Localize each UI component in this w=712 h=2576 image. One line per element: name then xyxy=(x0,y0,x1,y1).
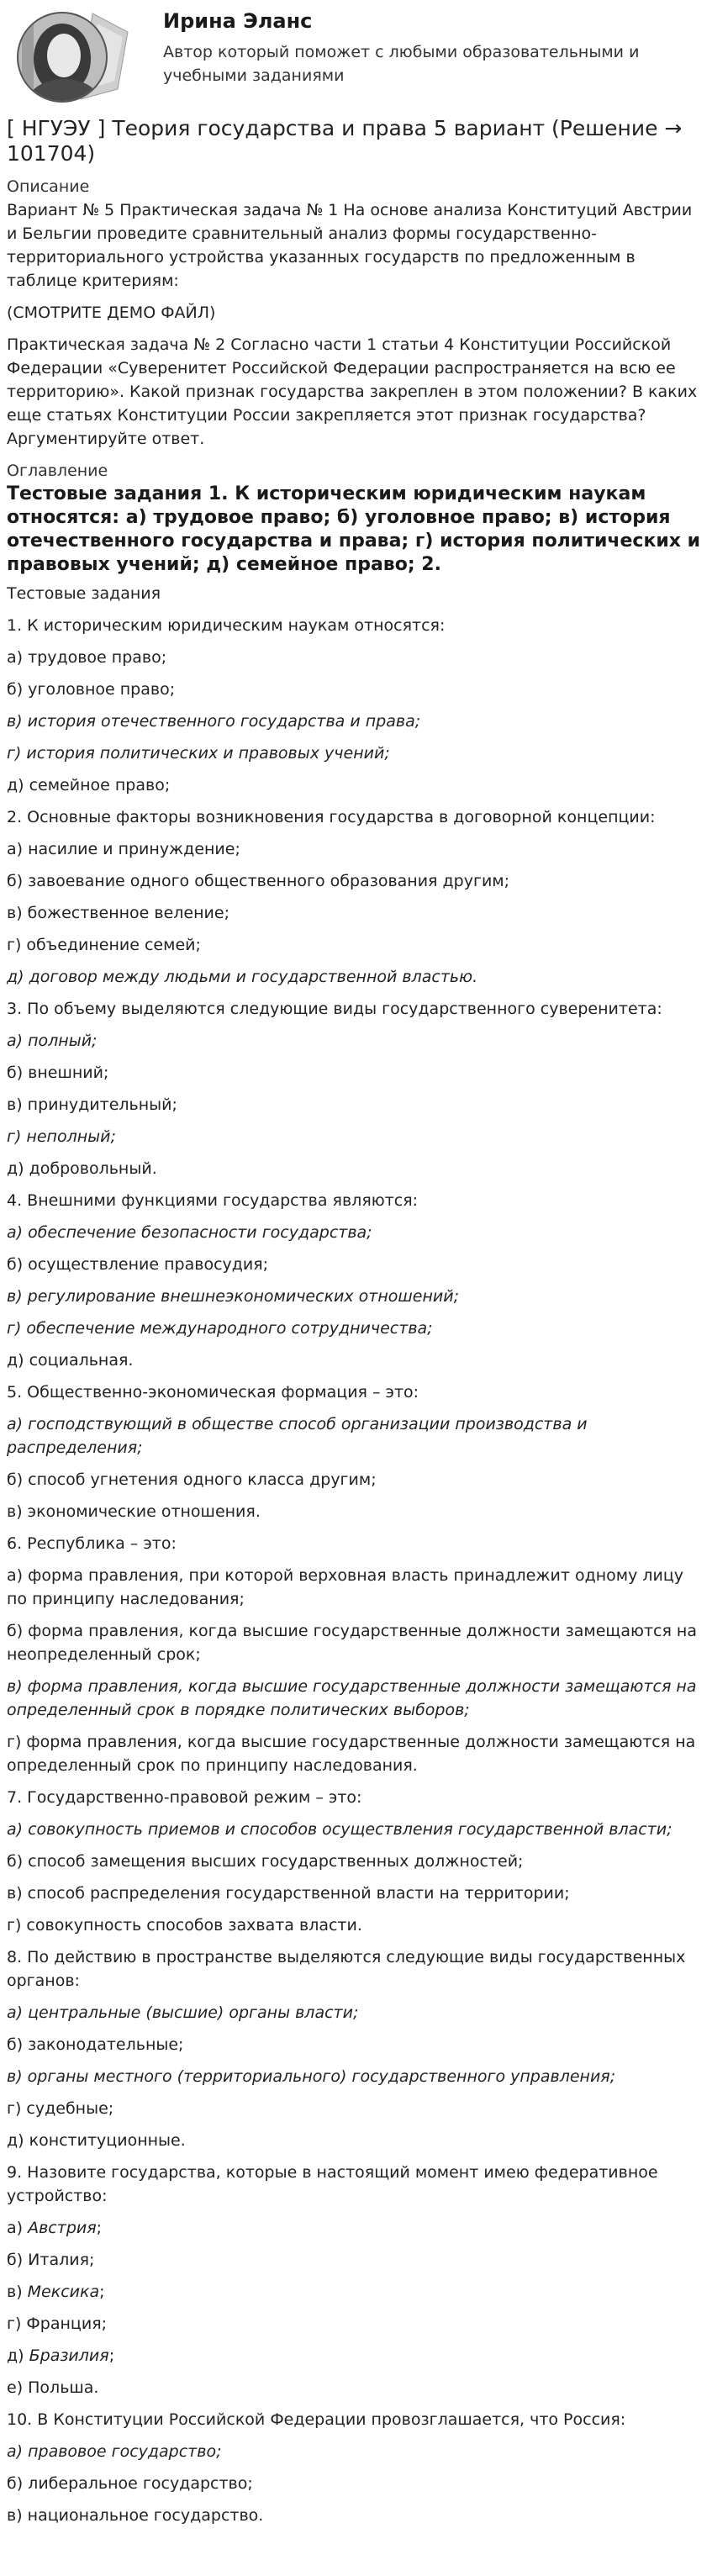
answer-option: б) способ угнетения одного класса другим; xyxy=(7,1470,377,1489)
answer-option: а) центральные (высшие) органы власти; xyxy=(7,2003,359,2022)
answer-option: в) божественное веление; xyxy=(7,904,229,922)
answer-option: б) внешний; xyxy=(7,1064,109,1082)
answer-option: а) трудовое право; xyxy=(7,648,167,667)
answer-option: б) форма правления, когда высшие государственные должности замещаются на неопределенный срок; xyxy=(7,1622,697,1664)
toc-label: Оглавление xyxy=(7,462,108,480)
answer-option: а) полный; xyxy=(7,1032,98,1050)
question: 5. Общественно-экономическая формация – это: xyxy=(7,1383,419,1401)
answer-option: в) форма правления, когда высшие государственные должности замещаются на определенный срок в порядке политических выборов; xyxy=(7,1677,697,1719)
question: 9. Назовите государства, которые в настоящий момент имею федеративное устройство: xyxy=(7,2163,658,2205)
answer-option: б) законодательные; xyxy=(7,2035,184,2054)
answer-option: в) регулирование внешнеэкономических отношений; xyxy=(7,1287,460,1306)
answer-option: б) либеральное государство; xyxy=(7,2474,253,2493)
description-paragraph: Вариант № 5 Практическая задача № 1 На основе анализа Конституций Австрии и Бельгии проведите сравнительный анализ формы государственно-территориального устройства указанных государств по предложенным в таблице критериям: xyxy=(7,201,693,290)
question: 6. Республика – это: xyxy=(7,1534,177,1553)
description xyxy=(7,198,705,451)
answer-option: г) история политических и правовых учений; xyxy=(7,744,390,763)
answer-option: д) конституционные. xyxy=(7,2131,186,2150)
answer-option: б) уголовное право; xyxy=(7,680,176,699)
answer-option: г) объединение семей; xyxy=(7,936,201,954)
answer-option: д) социальная. xyxy=(7,1351,134,1370)
question: 2. Основные факторы возникновения государства в договорной концепции: xyxy=(7,808,656,826)
answer-option: б) осуществление правосудия; xyxy=(7,1255,269,1274)
answer-option: д) семейное право; xyxy=(7,776,171,794)
answer-italic-text: Австрия xyxy=(28,2219,97,2237)
description-paragraph: (СМОТРИТЕ ДЕМО ФАЙЛ) xyxy=(7,304,216,322)
answer-option: г) обеспечение международного сотрудничества; xyxy=(7,1319,433,1338)
answer-option: а) форма правления, при которой верховная власть принадлежит одному лицу по принципу наследования; xyxy=(7,1566,684,1608)
answer-option: б) завоевание одного общественного образования другим; xyxy=(7,872,510,890)
answer-option: в) органы местного (территориального) государственного управления; xyxy=(7,2067,616,2086)
answer-option: д) добровольный. xyxy=(7,1159,157,1178)
question: 4. Внешними функциями государства являются: xyxy=(7,1191,419,1210)
author-avatar[interactable] xyxy=(13,7,131,106)
answer-option xyxy=(7,2344,705,2367)
answer-option: в) экономические отношения. xyxy=(7,1502,261,1521)
document-title: [ НГУЭУ ] Теория государства и права 5 вариант (Решение → 101704) xyxy=(7,116,683,166)
answer-option: в) принудительный; xyxy=(7,1095,177,1114)
answer-option xyxy=(7,2216,705,2240)
answer-option: г) совокупность способов захвата власти. xyxy=(7,1916,362,1935)
answer-italic-text: Бразилия xyxy=(29,2346,109,2365)
answer-option: б) Италия; xyxy=(7,2251,95,2269)
description-label: Описание xyxy=(7,177,90,196)
answer-option: г) неполный; xyxy=(7,1127,116,1146)
answer-letter: а) xyxy=(7,2219,29,2237)
answer-letter: д) xyxy=(7,2346,29,2365)
question: 1. К историческим юридическим наукам относятся: xyxy=(7,616,446,635)
question: 8. По действию в пространстве выделяются следующие виды государственных органов: xyxy=(7,1948,686,1990)
answer-option: в) история отечественного государства и права; xyxy=(7,712,421,731)
answer-letter: в) xyxy=(7,2283,28,2301)
answer-option: в) национальное государство. xyxy=(7,2506,264,2525)
answer-option: г) форма правления, когда высшие государственные должности замещаются на определенный срок по принципу наследования. xyxy=(7,1733,696,1775)
answer-option: в) способ распределения государственной власти на территории; xyxy=(7,1884,570,1903)
description-paragraph: Практическая задача № 2 Согласно части 1 статьи 4 Конституции Российской Федерации «Суверенитет Российской Федерации распространяется на всю ее территорию». Какой признак государства закреплен в этом положении? В каких еще статьях Конституции России закрепляется этот признак государства? Аргументируйте ответ. xyxy=(7,335,698,448)
answer-option: а) правовое государство; xyxy=(7,2442,222,2461)
answer-italic-text: Мексика xyxy=(27,2283,100,2301)
author-description: Автор который поможет с любыми образовательными и учебными заданиями xyxy=(163,43,640,85)
author-name[interactable]: Ирина Эланс xyxy=(163,9,313,33)
author-header xyxy=(7,0,705,116)
answer-suffix: ; xyxy=(99,2283,105,2301)
answer-option: е) Польша. xyxy=(7,2378,99,2397)
answer-option: д) договор между людьми и государственной властью. xyxy=(7,968,478,986)
answer-option xyxy=(7,2280,705,2304)
questions-list xyxy=(7,614,705,2527)
answer-option: а) обеспечение безопасности государства; xyxy=(7,1223,372,1242)
answer-option: а) насилие и принуждение; xyxy=(7,840,240,858)
toc-heading: Тестовые задания 1. К историческим юридическим наукам относятся: а) трудовое право; б) уголовное право; в) история отечественного государства и права; г) история политических и правовых учений; д) семейное право; 2. xyxy=(7,483,701,575)
answer-suffix: ; xyxy=(108,2346,115,2365)
question: 7. Государственно-правовой режим – это: xyxy=(7,1788,362,1807)
answer-option: г) судебные; xyxy=(7,2099,114,2118)
answer-option: б) способ замещения высших государственных должностей; xyxy=(7,1852,524,1871)
answer-suffix: ; xyxy=(96,2219,103,2237)
tests-label: Тестовые задания xyxy=(7,584,161,603)
question: 3. По объему выделяются следующие виды государственного суверенитета: xyxy=(7,1000,662,1018)
answer-option: г) Франция; xyxy=(7,2315,108,2333)
answer-option: а) господствующий в обществе способ организации производства и распределения; xyxy=(7,1415,588,1457)
answer-option: а) совокупность приемов и способов осуществления государственной власти; xyxy=(7,1820,672,1839)
question: 10. В Конституции Российской Федерации провозглашается, что Россия: xyxy=(7,2410,626,2429)
